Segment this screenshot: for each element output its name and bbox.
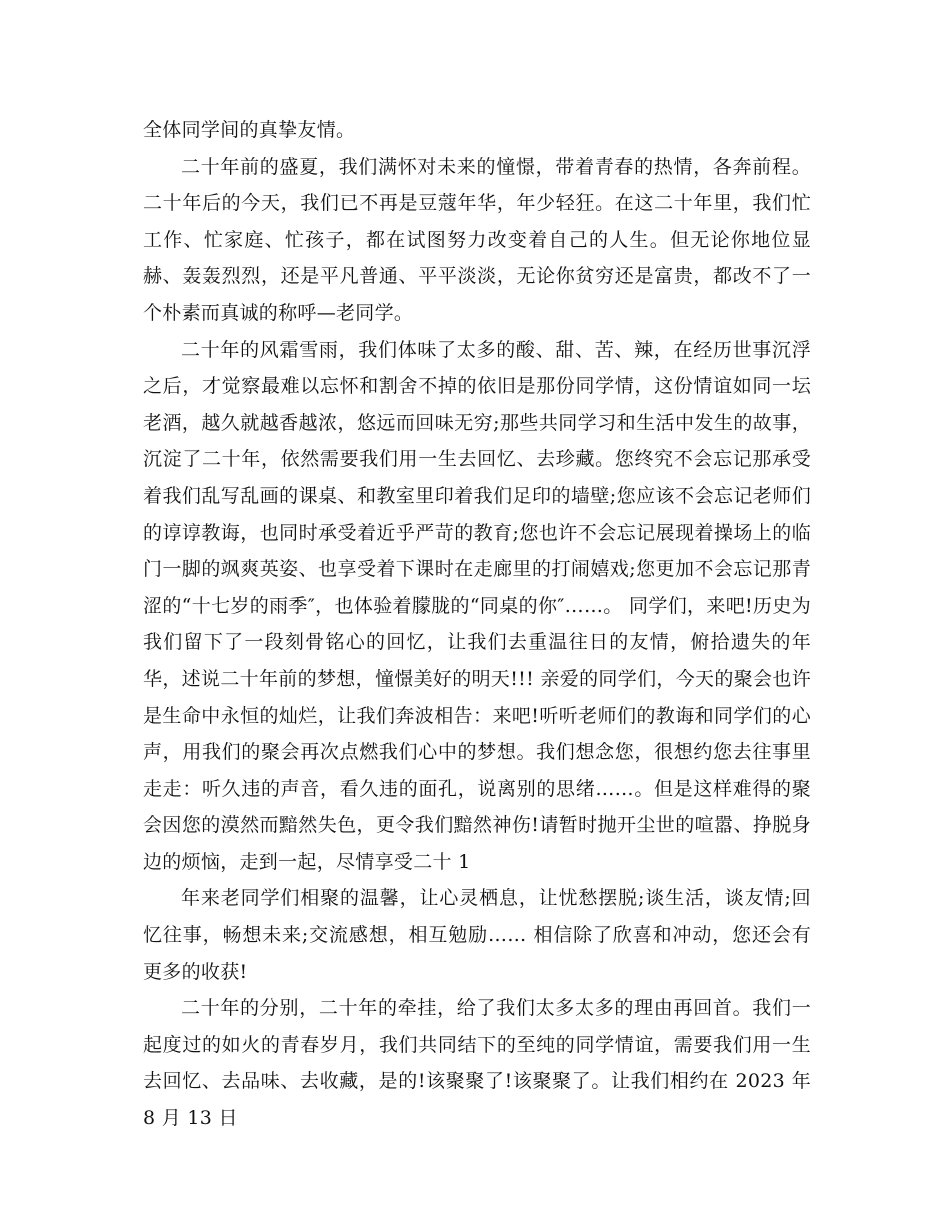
paragraph-invitation: 二十年的分别，二十年的牵挂，给了我们太多太多的理由再回首。我们一起度过的如火的青春岁月，我们共同结下的至纯的同学情谊，需要我们用一生去回忆、去品味、去收藏，是的!该聚聚了!该聚聚了。让我们相约在 2023 年 8 月 13 日	[143, 997, 811, 1130]
paragraph-graduation: 二十年前的盛夏，我们满怀对未来的憧憬，带着青春的热情，各奔前程。二十年后的今天，我们已不再是豆蔻年华，年少轻狂。在这二十年里，我们忙工作、忙家庭、忙孩子，都在试图努力改变着自己的人生。但无论你地位显赫、轰轰烈烈，还是平凡普通、平平淡淡，无论你贫穷还是富贵，都改不了一个朴素而真诚的称呼—老同学。	[143, 155, 811, 324]
paragraph-continuation: 全体同学间的真挚友情。	[143, 119, 356, 141]
document-body	[143, 112, 811, 1137]
paragraph-reunion-warmth: 年来老同学们相聚的温馨，让心灵栖息，让忧愁摆脱;谈生活，谈友情;回忆往事，畅想未来;交流感想，相互勉励…… 相信除了欣喜和冲动，您还会有更多的收获!	[143, 887, 811, 983]
paragraph-memories: 二十年的风霜雪雨，我们体味了太多的酸、甜、苦、辣，在经历世事沉浮之后，才觉察最难以忘怀和割舍不掉的依旧是那份同学情，这份情谊如同一坛老酒，越久就越香越浓，悠远而回味无穷;那些共同学习和生活中发生的故事，沉淀了二十年，依然需要我们用一生去回忆、去珍藏。您终究不会忘记那承受着我们乱写乱画的课桌、和教室里印着我们足印的墙壁;您应该不会忘记老师们的谆谆教诲，也同时承受着近乎严苛的教育;您也许不会忘记展现着操场上的临门一脚的飒爽英姿、也享受着下课时在走廊里的打闹嬉戏;您更加不会忘记那青涩的“十七岁的雨季″，也体验着朦胧的“同桌的你″……。 同学们，来吧!历史为我们留下了一段刻骨铭心的回忆，让我们去重温往日的友情，俯拾遗失的年华，述说二十年前的梦想，憧憬美好的明天!!! 亲爱的同学们，今天的聚会也许是生命中永恒的灿烂，让我们奔波相告：来吧!听听老师们的教诲和同学们的心声，用我们的聚会再次点燃我们心中的梦想。我们想念您，很想约您去往事里走走：听久违的声音，看久违的面孔，说离别的思绪……。但是这样难得的聚会因您的漠然而黯然失色，更令我们黯然神伤!请暂时抛开尘世的喧嚣、挣脱身边的烦恼，走到一起，尽情享受二十 1	[143, 338, 811, 873]
